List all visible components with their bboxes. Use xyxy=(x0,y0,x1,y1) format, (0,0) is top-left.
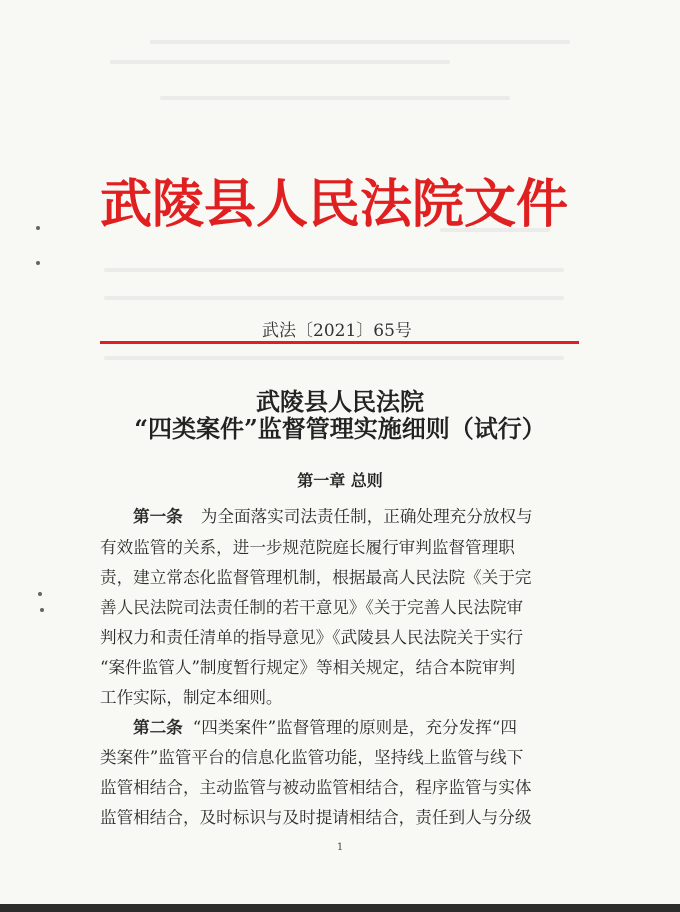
red-divider-rule xyxy=(100,341,579,344)
article-2-line: 监管相结合，主动监管与被动监管相结合，程序监管与实体 xyxy=(100,778,532,797)
issuer-heading: 武陵县人民法院文件 xyxy=(100,175,569,235)
article-1-line: 善人民法院司法责任制的若干意见》《关于完善人民法院审 xyxy=(100,598,524,617)
article-2-label: 第二条 xyxy=(133,717,183,737)
article-1-line: 判权力和责任清单的指导意见》《武陵县人民法院关于实行 xyxy=(100,628,524,647)
bleed-through-mark xyxy=(104,268,564,272)
article-1-line: 工作实际，制定本细则。 xyxy=(100,688,283,707)
article-1-label: 第一条 xyxy=(133,506,183,526)
bleed-through-mark xyxy=(104,356,564,360)
article-1-line: 责，建立常态化监督管理机制，根据最高人民法院《关于完 xyxy=(100,568,532,587)
article-1-line: 有效监管的关系，进一步规范院庭长履行审判监督管理职 xyxy=(100,538,515,557)
article-1-line xyxy=(100,503,580,527)
article-2-line: 类案件”监管平台的信息化监管功能，坚持线上监管与线下 xyxy=(100,748,524,767)
binding-hole-mark xyxy=(36,226,40,230)
document-number: 武法〔2021〕65号 xyxy=(262,321,412,341)
document-title-line-1: 武陵县人民法院 xyxy=(256,387,424,416)
scan-edge xyxy=(0,904,680,912)
bleed-through-mark xyxy=(160,96,510,100)
article-1-text: 为全面落实司法责任制，正确处理充分放权与 xyxy=(200,507,533,526)
article-2-line: 监管相结合，及时标识与及时提请相结合，责任到人与分级 xyxy=(100,808,532,827)
chapter-heading: 第一章 总则 xyxy=(297,471,383,490)
binding-hole-mark xyxy=(38,592,42,596)
page-number: 1 xyxy=(336,842,344,853)
article-1-line: “案件监管人”制度暂行规定》等相关规定，结合本院审判 xyxy=(100,658,516,677)
binding-hole-mark xyxy=(36,261,40,265)
bleed-through-mark xyxy=(110,60,450,64)
bleed-through-mark xyxy=(104,296,564,300)
document-title-line-2: “四类案件”监督管理实施细则（试行） xyxy=(134,414,546,443)
article-2-line xyxy=(100,714,580,738)
binding-hole-mark xyxy=(40,608,44,612)
article-2-text: “四类案件”监督管理的原则是，充分发挥“四 xyxy=(192,718,517,737)
bleed-through-mark xyxy=(150,40,570,44)
